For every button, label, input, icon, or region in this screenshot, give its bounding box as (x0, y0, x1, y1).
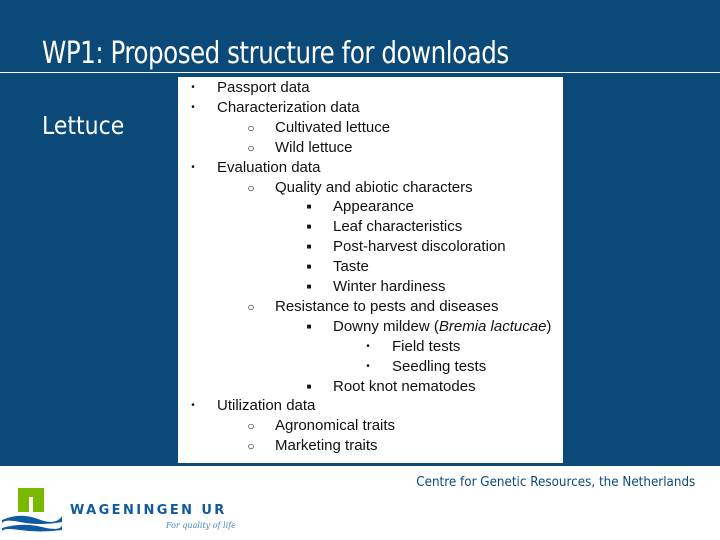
outline-bullet-icon: • (191, 82, 195, 93)
outline-bullet-icon: ■ (306, 282, 312, 291)
outline-bullet-icon: ○ (247, 140, 255, 155)
outline-item-level-2 (275, 178, 473, 198)
outline-item-level-3 (333, 317, 551, 337)
outline-item-level-3 (333, 277, 446, 297)
outline-item-level-2 (275, 138, 353, 158)
outline-bullet-icon: ■ (306, 321, 312, 331)
outline-bullet-icon: ■ (306, 242, 312, 252)
outline-item-level-2 (275, 416, 395, 436)
outline-item-level-1 (217, 158, 320, 178)
outline-item-text: Quality and abiotic characters (275, 178, 473, 196)
logo-mark-icon (2, 488, 62, 533)
outline-item-text: Seedling tests (392, 357, 487, 375)
outline-item-text: Winter hardiness (333, 278, 446, 295)
outline-bullet-icon: ■ (306, 202, 312, 212)
outline-bullet-icon: ○ (247, 439, 255, 454)
outline-item-scientific-name: Bremia lactucae (438, 317, 547, 335)
wageningen-ur-logo (0, 486, 260, 534)
outline-bullet-icon: ○ (247, 180, 255, 195)
outline-item-text: Passport data (217, 79, 310, 96)
outline-bullet-icon: ○ (247, 419, 255, 434)
outline-item-level-4 (392, 337, 460, 357)
outline-item-text: Post-harvest discoloration (333, 238, 506, 256)
outline-item-level-2 (275, 297, 498, 317)
outline-bullet-icon: • (191, 400, 195, 412)
outline-item-text: Resistance to pests and diseases (275, 297, 499, 315)
outline-bullet-icon: ■ (306, 381, 312, 391)
outline-item-level-3 (333, 197, 414, 217)
title-divider (0, 72, 720, 73)
outline-item-text: Evaluation data (217, 158, 321, 176)
organization-name: Centre for Genetic Resources, the Netherlands (415, 475, 695, 490)
outline-bullet-icon: • (191, 161, 195, 173)
slide-title: WP1: Proposed structure for downloads (42, 36, 509, 71)
outline-bullet-icon: • (366, 360, 370, 372)
outline-item-level-1 (217, 98, 360, 118)
outline-bullet-icon: • (366, 340, 370, 352)
outline-panel (178, 77, 563, 463)
outline-item-text: Taste (333, 258, 369, 276)
outline-bullet-icon: ○ (247, 299, 255, 314)
outline-item-level-3 (333, 257, 369, 277)
outline-item-level-2 (275, 436, 378, 456)
outline-item-text: Cultivated lettuce (275, 118, 391, 136)
outline-item-level-3 (333, 377, 476, 397)
section-label: Lettuce (42, 111, 125, 140)
outline-bullet-icon: • (191, 101, 195, 113)
outline-item-level-3 (333, 237, 506, 257)
outline-item-text: Field tests (392, 337, 461, 355)
outline-item-text: Root knot nematodes (333, 377, 476, 395)
outline-item-text: Characterization data (217, 98, 360, 116)
outline-item-level-4 (392, 357, 486, 377)
logo-wordmark: WAGENINGEN UR (70, 503, 227, 518)
outline-item-level-1 (217, 396, 315, 416)
outline-item-text: Agronomical traits (275, 417, 396, 435)
outline-item-level-3 (333, 217, 462, 237)
outline-item-level-2 (275, 118, 390, 138)
outline-item-text: Wild lettuce (275, 138, 353, 156)
outline-item-text: Leaf characteristics (333, 218, 463, 236)
outline-bullet-icon: ■ (306, 262, 312, 272)
outline-item-suffix: ) (546, 317, 552, 335)
outline-item-text: Downy mildew ( (333, 317, 439, 335)
outline-bullet-icon: ■ (306, 222, 312, 232)
outline-item-text: Utilization data (217, 397, 316, 415)
outline-item-level-1 (217, 78, 310, 98)
logo-tagline: For quality of life (166, 521, 236, 530)
outline-item-text: Marketing traits (275, 437, 378, 455)
outline-bullet-icon: ○ (247, 120, 255, 135)
outline-item-text: Appearance (333, 198, 414, 216)
